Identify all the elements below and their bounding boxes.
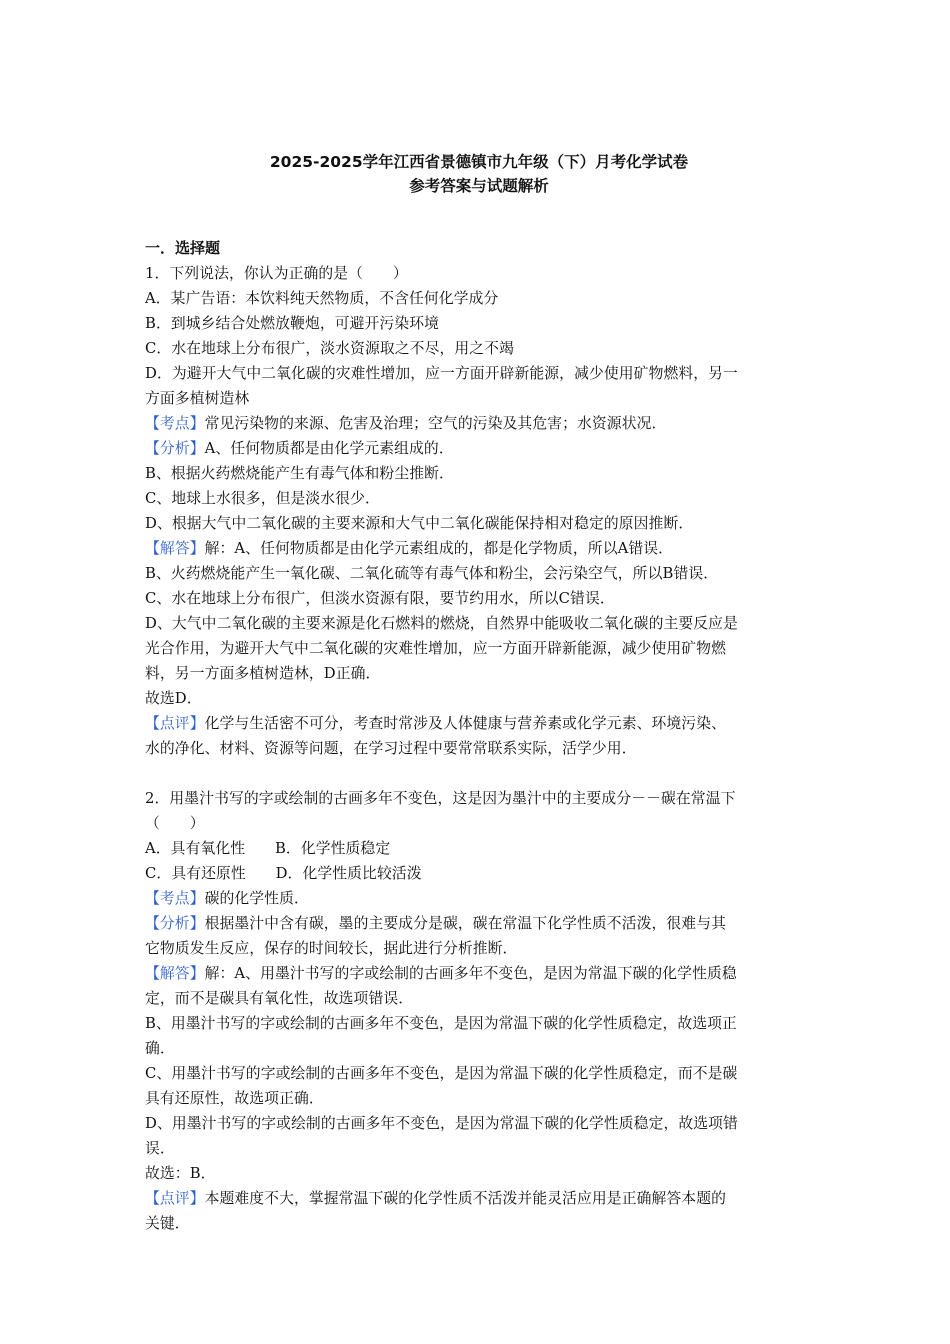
fenxi-tag: 【分析】: [145, 915, 205, 932]
jieda-text-line: C、用墨汁书写的字或绘制的古画多年不变色，是因为常温下碳的化学性质稳定，而不是碳: [145, 1065, 738, 1082]
kaodian-tag: 【考点】: [145, 890, 205, 907]
jieda-text-line: C、水在地球上分布很广，但淡水资源有限，要节约用水，所以C错误．: [145, 590, 615, 607]
jieda-text-line: D、用墨汁书写的字或绘制的古画多年不变色，是因为常温下碳的化学性质稳定，故选项错: [145, 1115, 738, 1132]
fenxi-text-line: C、地球上水很多，但是淡水很少．: [145, 490, 380, 507]
section-title: 一．选择题: [145, 239, 221, 257]
document-subtitle: 参考答案与试题解析: [409, 177, 549, 195]
fenxi-text-line: D、根据大气中二氧化碳的主要来源和大气中二氧化碳能保持相对稳定的原因推断．: [145, 515, 694, 532]
option-line: 方面多植树造林: [145, 390, 250, 407]
jieda-text-line: B、用墨汁书写的字或绘制的古画多年不变色，是因为常温下碳的化学性质稳定，故选项正: [145, 1015, 737, 1032]
fenxi-line: [145, 436, 813, 461]
jieda-text-line: 光合作用，为避开大气中二氧化碳的灾难性增加，应一方面开辟新能源，减少使用矿物燃: [145, 640, 726, 657]
jieda-line: [145, 536, 813, 561]
dianping-tag: 【点评】: [145, 715, 205, 732]
jieda-text: 解：A、用墨汁书写的字或绘制的古画多年不变色，是因为常温下碳的化学性质稳: [204, 965, 737, 982]
answer-line: 故选：B．: [145, 1165, 216, 1182]
jieda-text-line: B、火药燃烧能产生一氧化碳、二氧化硫等有毒气体和粉尘，会污染空气，所以B错误．: [145, 565, 719, 582]
dianping-text-line: 水的净化、材料、资源等问题，在学习过程中要常常联系实际，活学少用．: [145, 740, 637, 757]
option-line: B．到城乡结合处燃放鞭炮，可避开污染环境: [145, 315, 440, 332]
fenxi-text-line: 它物质发生反应，保存的时间较长，据此进行分析推断．: [145, 940, 518, 957]
kaodian-text: 碳的化学性质．: [204, 890, 309, 907]
dianping-text: 化学与生活密不可分，考查时常涉及人体健康与营养素或化学元素、环境污染、: [204, 715, 726, 732]
document-page: [145, 150, 813, 1236]
document-title: 2025-2025学年江西省景德镇市九年级（下）月考化学试卷: [269, 153, 689, 171]
question-2: [145, 786, 813, 1236]
question-stem: 2．用墨汁书写的字或绘制的古画多年不变色，这是因为墨汁中的主要成分－－碳在常温下: [145, 790, 736, 807]
fenxi-tag: 【分析】: [145, 440, 205, 457]
question-stem-tail: （ ）: [145, 815, 205, 832]
fenxi-text: 根据墨汁中含有碳，墨的主要成分是碳，碳在常温下化学性质不活泼，很难与其: [204, 915, 726, 932]
dianping-line: [145, 1186, 813, 1211]
option-line: D．为避开大气中二氧化碳的灾难性增加，应一方面开辟新能源，减少使用矿物燃料，另一: [145, 365, 738, 382]
jieda-text-line: 定，而不是碳具有氧化性，故选项错误．: [145, 990, 414, 1007]
dianping-text-line: 关键．: [145, 1215, 190, 1232]
option-line: C．具有还原性 D．化学性质比较活泼: [145, 865, 422, 882]
jieda-text-line: 料，另一方面多植树造林，D正确．: [145, 665, 381, 682]
fenxi-text: A、任何物质都是由化学元素组成的．: [204, 440, 454, 457]
jieda-text-line: 具有还原性，故选项正确．: [145, 1090, 324, 1107]
kaodian-line: [145, 886, 813, 911]
fenxi-line: [145, 911, 813, 936]
jieda-line: [145, 961, 813, 986]
fenxi-text-line: B、根据火药燃烧能产生有毒气体和粉尘推断．: [145, 465, 454, 482]
dianping-line: [145, 711, 813, 736]
kaodian-text: 常见污染物的来源、危害及治理；空气的污染及其危害；水资源状况．: [204, 415, 667, 432]
option-line: A．具有氧化性 B．化学性质稳定: [145, 840, 391, 857]
jieda-tag: 【解答】: [145, 965, 205, 982]
jieda-tag: 【解答】: [145, 540, 205, 557]
dianping-tag: 【点评】: [145, 1190, 205, 1207]
dianping-text: 本题难度不大，掌握常温下碳的化学性质不活泼并能灵活应用是正确解答本题的: [204, 1190, 726, 1207]
jieda-text-line: D、大气中二氧化碳的主要来源是化石燃料的燃烧，自然界中能吸收二氧化碳的主要反应是: [145, 615, 738, 632]
jieda-text-line: 误．: [145, 1140, 175, 1157]
answer-line: 故选D．: [145, 690, 202, 707]
question-gap: [145, 761, 813, 786]
question-1: [145, 261, 813, 761]
jieda-text-line: 确．: [145, 1040, 175, 1057]
kaodian-line: [145, 411, 813, 436]
question-stem: 1．下列说法，你认为正确的是（ ）: [145, 265, 408, 282]
option-line: C．水在地球上分布很广，淡水资源取之不尽，用之不竭: [145, 340, 514, 357]
jieda-text: 解：A、任何物质都是由化学元素组成的，都是化学物质，所以A错误．: [204, 540, 674, 557]
option-line: A．某广告语：本饮料纯天然物质，不含任何化学成分: [145, 290, 499, 307]
kaodian-tag: 【考点】: [145, 415, 205, 432]
